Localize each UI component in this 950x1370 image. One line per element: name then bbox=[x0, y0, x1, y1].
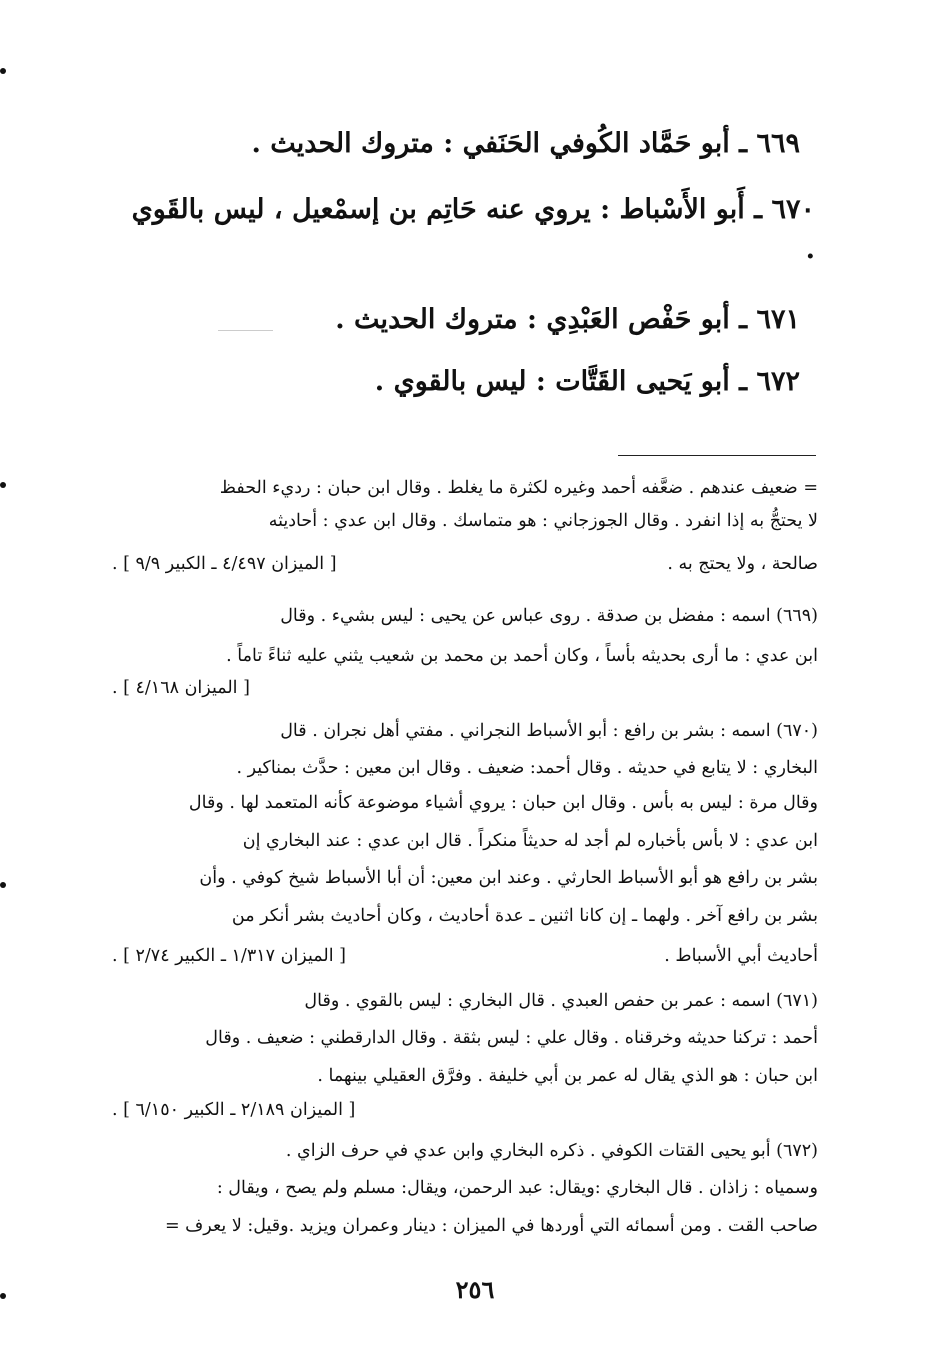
footnote-prev-line: لا يحتجُّ به إذا انفرد . وقال الجوزجاني : هو متماسك . وقال ابن عدي : أحاديثه bbox=[268, 511, 818, 531]
entry-672: ٦٧٢ ـ أبو يَحيى القَتَّات : ليس بالقوي . bbox=[374, 366, 800, 397]
footnote-prev-text: صالحة ، ولا يحتج به . bbox=[667, 554, 818, 574]
footnote-672-line: صاحب القت . ومن أسمائه التي أوردها في الميزان : دينار وعمران ويزيد .وقيل: لا يعرف = bbox=[164, 1216, 818, 1236]
footnote-669-ref-text: [ الميزان ٤/١٦٨ ] . bbox=[112, 678, 250, 698]
scan-speck bbox=[218, 330, 273, 331]
scan-speck bbox=[0, 68, 6, 74]
footnote-670-line: (٦٧٠) اسمه : بشر بن رافع : أبو الأسباط النجراني . مفتي أهل نجران . قال bbox=[280, 721, 818, 741]
footnote-prev-line: = ضعيف عندهم . ضعَّفه أحمد وغيره لكثرة ما يغلط . وقال ابن حبان : رديء الحفظ bbox=[219, 478, 818, 498]
footnote-670-line: وقال مرة : ليس به بأس . وقال ابن حبان : يروي أشياء موضوعة كأنه المتعمد لها . وقال bbox=[188, 793, 818, 813]
entry-670: ٦٧٠ ـ أَبو الأَسْباط : يروي عنه حَاتِم بن إسمْعيل ، ليس بالقَوي . bbox=[131, 194, 815, 265]
footnote-prev-line bbox=[112, 548, 818, 581]
footnote-672-line: (٦٧٢) أبو يحيى القتات الكوفي . ذكره البخاري وابن عدي في حرف الزاي . bbox=[285, 1141, 818, 1161]
footnote-prev-ref: [ الميزان ٤/٤٩٧ ـ الكبير ٩/٩ ] . bbox=[112, 554, 337, 574]
footnote-670-line: البخاري : لا يتابع في حديثه . وقال أحمد: ضعيف . وقال ابن معين : حدَّث بمناكير . bbox=[236, 758, 818, 778]
footnote-671-line: أحمد : تركنا حديثه وخرقناه . وقال علي : ليس بثقة . وقال الدارقطني : ضعيف . وقال bbox=[205, 1028, 818, 1048]
footnote-671-ref-text: [ الميزان ٢/١٨٩ ـ الكبير ٦/١٥٠ ] . bbox=[112, 1100, 356, 1120]
page-number: ٢٥٦ bbox=[455, 1275, 495, 1304]
footnote-669-ref bbox=[112, 672, 818, 705]
footnote-671-line: (٦٧١) اسمه : عمر بن حفص العبدي . قال البخاري : ليس بالقوي . وقال bbox=[304, 991, 818, 1011]
entry-671: ٦٧١ ـ أبو حَفْص العَبْدِي : متروك الحديث . bbox=[335, 304, 800, 335]
footnote-671-line: ابن حبان : هو الذي يقال له عمر بن أبي خليفة . وفرَّق العقيلي بينهما . bbox=[317, 1066, 818, 1086]
footnote-671-ref bbox=[112, 1094, 818, 1127]
entry-669: ٦٦٩ ـ أبو حَمَّاد الكُوفي الحَنَفي : متروك الحديث . bbox=[251, 128, 800, 159]
footnote-670-line: بشر بن رافع آخر . ولهما ـ إن كانا اثنين ـ عدة أحاديث ، وكان أحاديث بشر أنكر من bbox=[231, 906, 818, 926]
footnote-672-line: وسمياه : زاذان . قال البخاري :ويقال: عبد الرحمن، ويقال: مسلم ولم يصح ، ويقال : bbox=[216, 1178, 818, 1198]
footnote-670-text: أحاديث أبي الأسباط . bbox=[664, 946, 818, 966]
footnote-separator bbox=[618, 455, 816, 456]
scan-speck bbox=[0, 882, 6, 888]
scan-speck bbox=[0, 482, 6, 488]
footnote-670-line: ابن عدي : لا بأس بأخباره لم أجد له حديثاً منكراً . قال ابن عدي : عند البخاري إن bbox=[242, 831, 818, 851]
footnote-670-line bbox=[112, 940, 818, 973]
footnote-670-ref: [ الميزان ١/٣١٧ ـ الكبير ٢/٧٤ ] . bbox=[112, 946, 346, 966]
footnote-670-line: بشر بن رافع هو أبو الأسباط الحارثي . وعند ابن معين: أن أبا الأسباط شيخ كوفي . وأن bbox=[199, 868, 818, 888]
footnote-669-line: ابن عدي : ما أرى بحديثه بأساً ، وكان أحمد بن محمد بن شعيب يثني عليه ثناءً تاماً . bbox=[226, 646, 818, 666]
footnote-669-line: (٦٦٩) اسمه : مفضل بن صدقة . روى عباس عن يحيى : ليس بشيء . وقال bbox=[280, 606, 818, 626]
